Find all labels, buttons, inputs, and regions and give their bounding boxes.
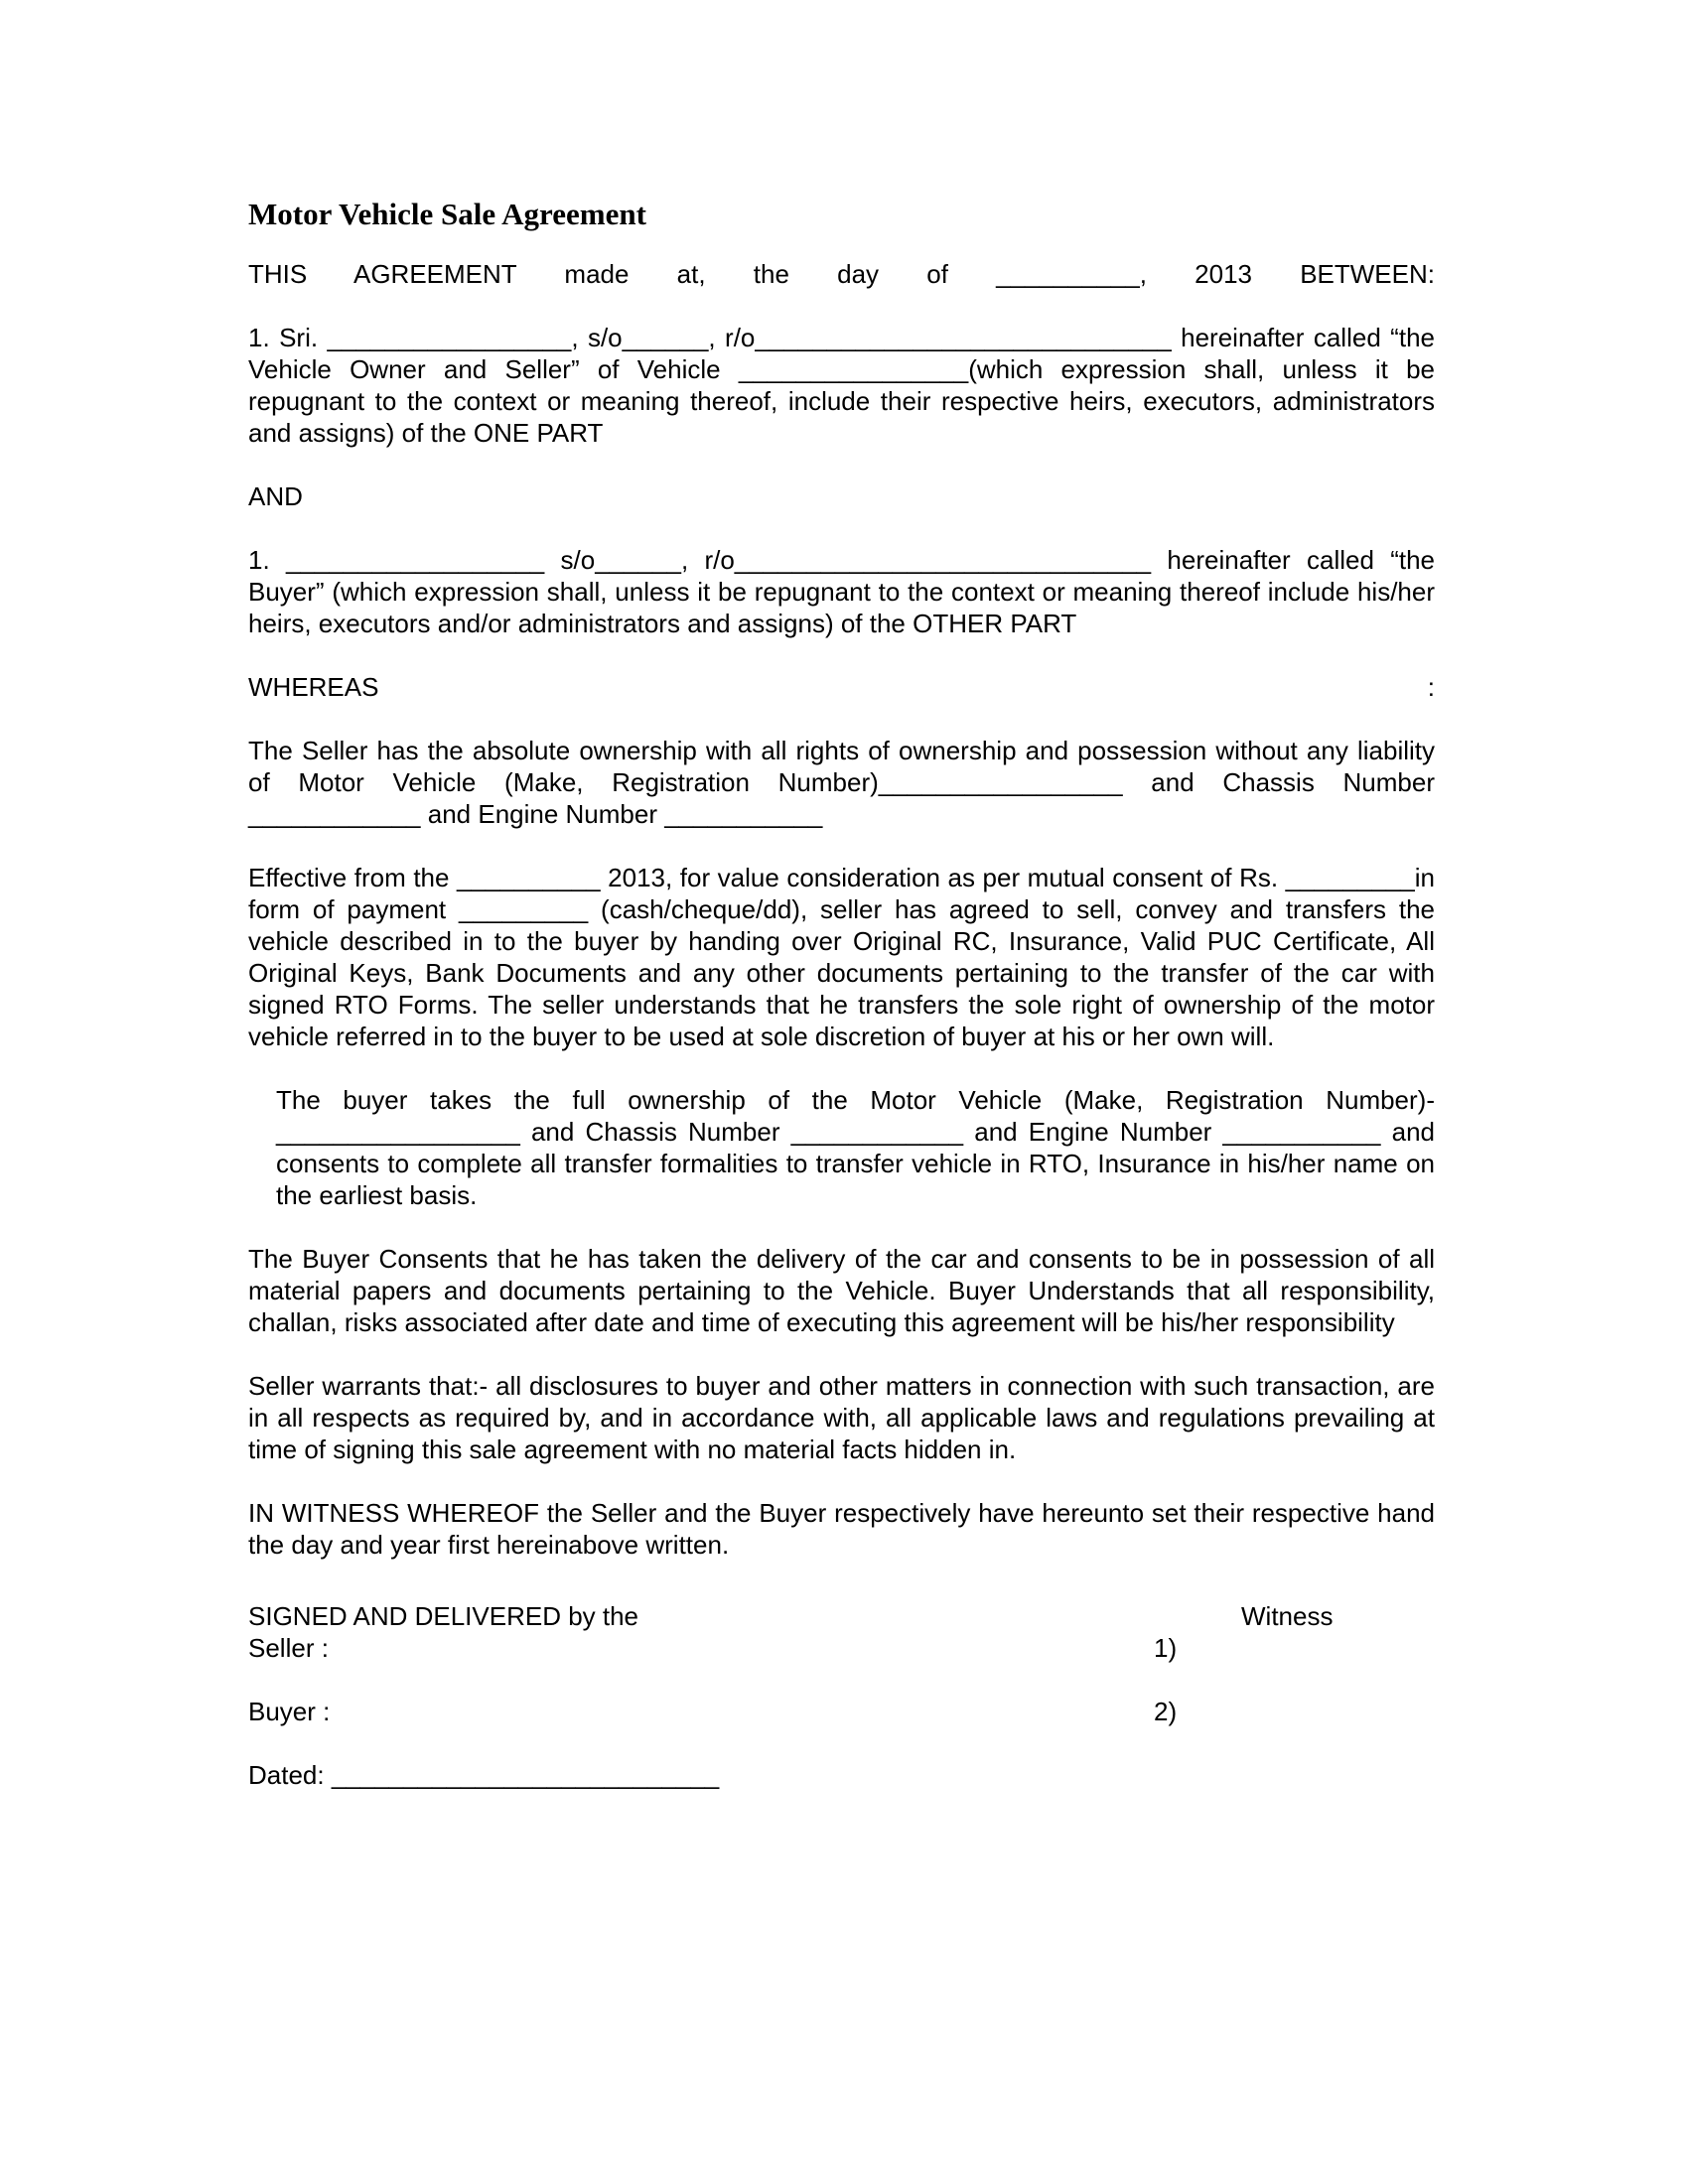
whereas-colon: : [1427,672,1435,702]
dated-field: Dated: ___________________________ [248,1760,720,1790]
signatory-column [248,1600,943,1791]
party-one-clause: 1. Sri. _________________, s/o______, r/o_____________________________ hereinafter called “the Vehicle Owner and Seller” of Vehicle ________________(which expression shall, unless it be repugnant to the context or meaning thereof, include their respective heirs, executors, administrators and assigns) of the ONE PART [248,323,1435,448]
and-separator: AND [248,481,303,511]
witness-one-label: 1) [1154,1633,1178,1663]
buyer-consents-paragraph: The Buyer Consents that he has taken the delivery of the car and consents to be in possession of all material papers and documents pertaining to the Vehicle. Buyer Understands that all responsibility, challan, risks associated after date and time of executing this agreement will be his/her responsibility [248,1244,1435,1337]
whereas-heading [248,671,1435,703]
agreement-intro: THIS AGREEMENT made at, the day of __________, 2013 BETWEEN: [248,259,1435,289]
in-witness-paragraph: IN WITNESS WHEREOF the Seller and the Buyer respectively have hereunto set their respective hand the day and year first hereinabove written. [248,1498,1435,1560]
buyer-signature-label: Buyer : [248,1697,331,1726]
party-two-clause: 1. __________________ s/o______, r/o_____________________________ hereinafter called “the Buyer” (which expression shall, unless it be repugnant to the context or meaning thereof include his/her heirs, executors and/or administrators and assigns) of the OTHER PART [248,545,1435,638]
signature-block [248,1600,1435,1839]
seller-warranty-paragraph: Seller warrants that:- all disclosures to buyer and other matters in connection with such transaction, are in all respects as required by, and in accordance with, all applicable laws and regulations prevailing at time of signing this sale agreement with no material facts hidden in. [248,1371,1435,1464]
document-body [248,195,1435,1839]
buyer-ownership-paragraph: The buyer takes the full ownership of the Motor Vehicle (Make, Registration Number)- _________________ and Chassis Number ____________ and Engine Number ___________ and consents to complete all transfer formalities to transfer vehicle in RTO, Insurance in his/her name on the earliest basis. [276,1085,1435,1210]
whereas-label: WHEREAS [248,672,379,702]
effective-paragraph: Effective from the __________ 2013, for value consideration as per mutual consent of Rs. _________in form of payment _________ (cash/cheque/dd), seller has agreed to sell, convey and transfers the vehicle described in to the buyer by handing over Original RC, Insurance, Valid PUC Certificate, All Original Keys, Bank Documents and any other documents pertaining to the transfer of the car with signed RTO Forms. The seller understands that he transfers the sole right of ownership of the motor vehicle referred in to the buyer to be used at sole discretion of buyer at his or her own will. [248,863,1435,1051]
witness-two-label: 2) [1154,1697,1178,1726]
signed-delivered-label: SIGNED AND DELIVERED by the [248,1601,639,1631]
witness-title: Witness [1241,1601,1334,1631]
ownership-paragraph: The Seller has the absolute ownership with all rights of ownership and possession without any liability of Motor Vehicle (Make, Registration Number)_________________ and Chassis Number ____________ and Engine Number ___________ [248,736,1435,829]
witness-column [1154,1600,1432,1727]
seller-signature-label: Seller : [248,1633,329,1663]
document-title: Motor Vehicle Sale Agreement [248,197,646,231]
